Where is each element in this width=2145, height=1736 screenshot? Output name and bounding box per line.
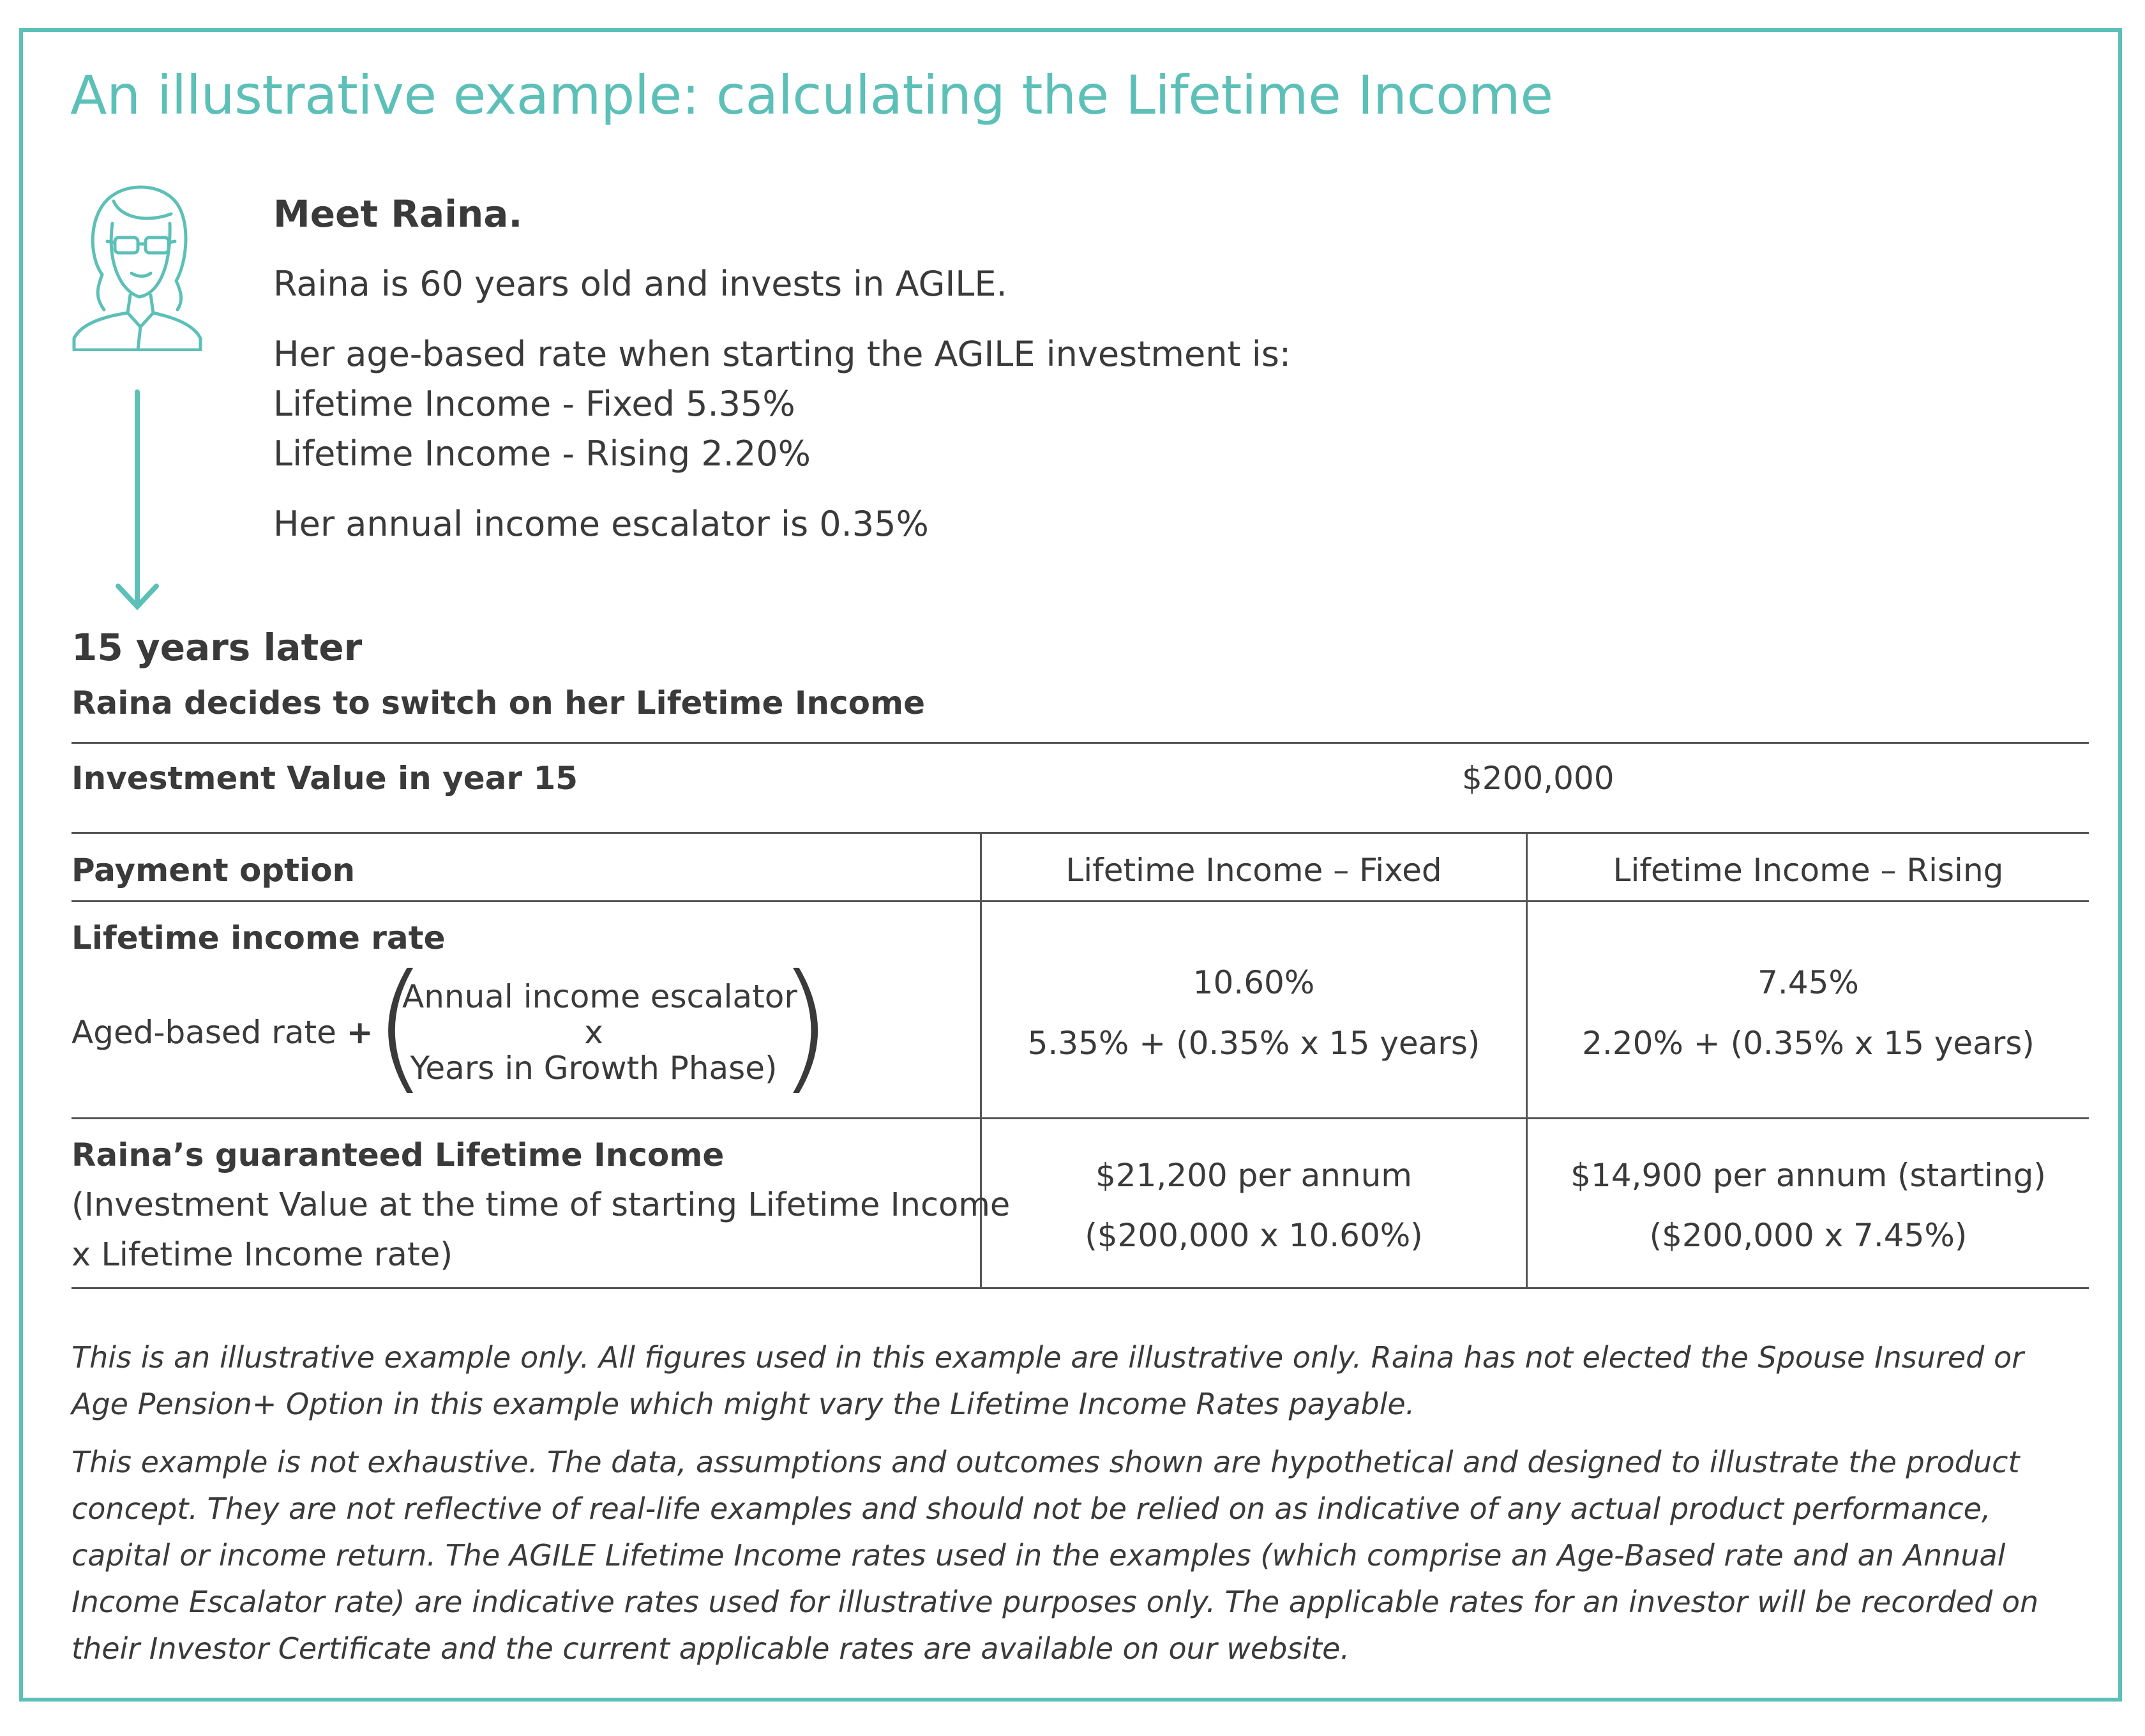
later-subheading: Raina decides to switch on her Lifetime Income [72,684,926,721]
guaranteed-label: Raina’s guaranteed Lifetime Income [72,1136,725,1174]
table-rule-investment [72,832,2089,834]
rising-calc: 2.20% + (0.35% x 15 years) [1582,1025,2035,1062]
fixed-income-calc: ($200,000 x 10.60%) [1085,1217,1423,1254]
fixed-calc: 5.35% + (0.35% x 15 years) [1027,1025,1480,1062]
investment-value: $200,000 [1462,760,1614,797]
column-header-rising: Lifetime Income – Rising [1613,852,2004,889]
formula-age-rate [72,1014,373,1051]
intro-escalator-line: Her annual income escalator is 0.35% [273,504,929,544]
arrow-down-icon [115,389,160,613]
investment-label: Investment Value in year 15 [72,760,578,797]
formula-left: Aged-based rate [72,1014,336,1051]
guaranteed-desc-1: (Investment Value at the time of starting Lifetime Income [72,1186,1011,1224]
payment-option-label: Payment option [72,852,356,889]
guaranteed-desc-2: x Lifetime Income rate) [72,1236,453,1274]
disclaimer-notes [72,1334,2089,1684]
intro-age-line: Raina is 60 years old and invests in AGILE. [273,264,1007,304]
column-header-fixed: Lifetime Income – Fixed [1065,852,1442,889]
rising-rate: 7.45% [1757,964,1859,1001]
fixed-rate: 10.60% [1193,964,1315,1001]
fixed-income: $21,200 per annum [1095,1157,1413,1194]
formula-mid: x [584,1014,603,1051]
formula-top: Annual income escalator [402,978,797,1015]
rate-label: Lifetime income rate [72,919,446,956]
woman-with-glasses-icon [69,179,206,351]
formula-bottom: Years in Growth Phase) [410,1050,778,1087]
later-heading: 15 years later [72,626,363,669]
rising-income: $14,900 per annum (starting) [1570,1157,2046,1194]
disclaimer-note-2: This example is not exhaustive. The data, assumptions and outcomes shown are hypothetical and designed to illustrate the product concept. They are not reflective of real-life examples and should not be relied on as indicative of any actual product performance, capital or income return. The AGILE Lifetime Income rates used in the examples (which comprise an Age-Based rate and an Annual Income Escalator rate) are indicative rates used for illustrative purposes only. The applicable rates for an investor will be recorded on their Investor Certificate and the current applicable rates are available on our website. [72,1445,2039,1666]
formula-open-paren: ( [373,944,428,1108]
page-title: An illustrative example: calculating the Lifetime Income [70,64,1553,126]
intro-fixed-line: Lifetime Income - Fixed 5.35% [273,384,795,424]
intro-heading: Meet Raina. [273,192,523,236]
table-rule-bottom [72,1287,2089,1289]
table-rule-header [72,900,2089,902]
table-rule-rate [72,1117,2089,1119]
intro-rising-line: Lifetime Income - Rising 2.20% [273,434,811,474]
intro-text [273,189,1291,549]
rising-income-calc: ($200,000 x 7.45%) [1649,1217,1968,1254]
disclaimer-note-1: This is an illustrative example only. All figures used in this example are illustrative only. Raina has not elected the Spouse Insured or Age Pension+ Option in this example which might vary the Lifetime Income Rates payable. [72,1340,2024,1421]
intro-rate-line: Her age-based rate when starting the AGILE investment is: [273,334,1291,374]
table-rule-top [72,742,2089,744]
formula-close-paren: ) [778,944,832,1108]
formula-plus: + [346,1014,373,1051]
